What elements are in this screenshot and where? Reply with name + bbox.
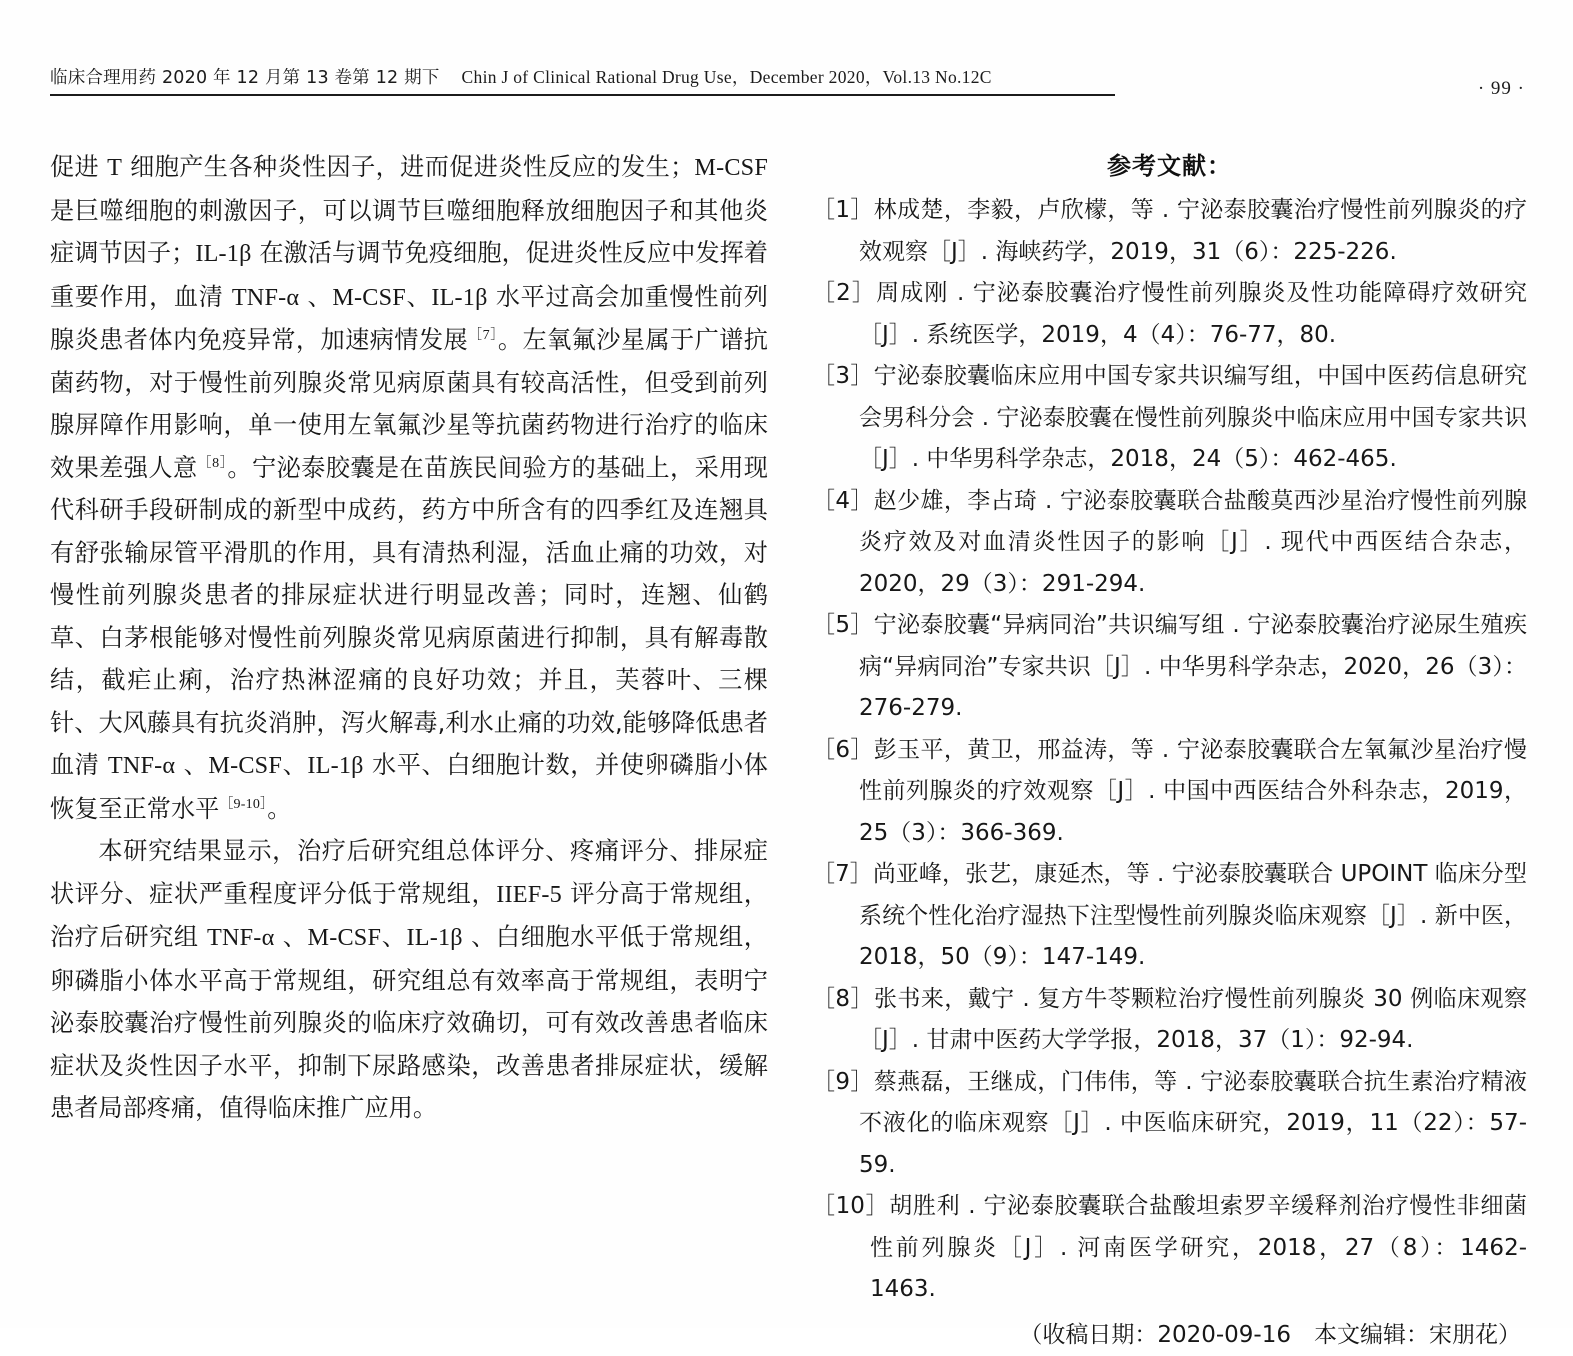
running-head-english: Chin J of Clinical Rational Drug Use，December 2020，Vol.13 No.12C: [462, 67, 992, 87]
references-heading: 参考文献：: [812, 146, 1527, 181]
reference-item: [812, 1186, 1527, 1311]
reference-item: [812, 481, 1527, 606]
reference-number: ［8］: [812, 986, 874, 1012]
reference-item: [812, 1062, 1527, 1187]
submission-footer: （收稿日期：2020-09-16 本文编辑：宋朋花）: [812, 1315, 1527, 1356]
reference-text: 尚亚峰，张艺，康延杰，等 . 宁泌泰胶囊联合 UPOINT 临床分型系统个性化治疗湿热下注型慢性前列腺炎临床观察［J］. 新中医，2018，50（9）：147-149.: [859, 861, 1527, 970]
reference-text: 张书来，戴宁 . 复方牛苓颗粒治疗慢性前列腺炎 30 例临床观察［J］. 甘肃中医药大学学报，2018，37（1）：92-94.: [859, 986, 1527, 1054]
reference-text: 宁泌泰胶囊“异病同治”共识编写组 . 宁泌泰胶囊治疗泌尿生殖疾病“异病同治”专家共识［J］. 中华男科学杂志，2020，26（3）：276-279.: [859, 612, 1527, 721]
paragraph-discussion-continued: 促进 T 细胞产生各种炎性因子，进而促进炎性反应的发生；M-CSF 是巨噬细胞的刺激因子，可以调节巨噬细胞释放细胞因子和其他炎症调节因子；IL-1β 在激活与调节免疫细胞，促进炎性反应中发挥着重要作用，血清 TNF-α 、M-CSF、IL-1β 水平过高会加重慢性前列腺炎患者体内免疫异常，加速病情发展$^{[7]}$。左氧氟沙星属于广谱抗菌药物，对于慢性前列腺炎常见病原菌具有较高活性，但受到前列腺屏障作用影响，单一使用左氧氟沙星等抗菌药物进行治疗的临床效果差强人意$^{[8]}$。宁泌泰胶囊是在苗族民间验方的基础上，采用现代科研手段研制成的新型中成药，药方中所含有的四季红及连翘具有舒张输尿管平滑肌的作用，具有清热利湿，活血止痛的功效，对慢性前列腺炎患者的排尿症状进行明显改善；同时，连翘、仙鹤草、白茅根能够对慢性前列腺炎常见病原菌进行抑制，具有解毒散结，截疟止痢，治疗热淋涩痛的良好功效；并且，芙蓉叶、三棵针、大风藤具有抗炎消肿，泻火解毒,利水止痛的功效,能够降低患者血清 TNF-α 、M-CSF、IL-1β 水平、白细胞计数，并使卵磷脂小体恢复至正常水平$^{[9-10]}$。: [50, 146, 768, 830]
running-head-rule: [50, 64, 1115, 96]
reference-item: [812, 854, 1527, 979]
reference-text: 林成楚，李毅，卢欣檬，等 . 宁泌泰胶囊治疗慢性前列腺炎的疗效观察［J］. 海峡药学，2019，31（6）：225-226.: [859, 197, 1527, 265]
reference-text: 周成刚 . 宁泌泰胶囊治疗慢性前列腺炎及性功能障碍疗效研究［J］. 系统医学，2019，4（4）：76-77，80.: [859, 280, 1527, 348]
reference-item: [812, 273, 1527, 356]
reference-item: [812, 356, 1527, 481]
reference-item: [812, 190, 1527, 273]
reference-number: ［7］: [812, 861, 873, 887]
reference-number: ［10］: [812, 1193, 889, 1219]
running-head: [50, 64, 1523, 114]
reference-number: ［3］: [812, 363, 874, 389]
reference-number: ［9］: [812, 1069, 874, 1095]
reference-item: [812, 605, 1527, 730]
running-head-chinese: 临床合理用药 2020 年 12 月第 13 卷第 12 期下: [50, 68, 440, 88]
right-column: [812, 146, 1527, 1356]
reference-item: [812, 730, 1527, 855]
paragraph-results-conclusion: 本研究结果显示，治疗后研究组总体评分、疼痛评分、排尿症状评分、症状严重程度评分低于常规组，IIEF-5 评分高于常规组，治疗后研究组 TNF-α 、M-CSF、IL-1β 、白细胞水平低于常规组，卵磷脂小体水平高于常规组，研究组总有效率高于常规组，表明宁泌泰胶囊治疗慢性前列腺炎的临床疗效确切，可有效改善患者临床症状及炎性因子水平，抑制下尿路感染，改善患者排尿症状，缓解患者局部疼痛，值得临床推广应用。: [50, 830, 768, 1130]
reference-number: ［6］: [812, 737, 874, 763]
reference-item: [812, 979, 1527, 1062]
reference-text: 彭玉平，黄卫，邢益涛，等 . 宁泌泰胶囊联合左氧氟沙星治疗慢性前列腺炎的疗效观察［J］. 中国中西医结合外科杂志，2019，25（3）：366-369.: [859, 737, 1527, 846]
reference-number: ［1］: [812, 197, 874, 223]
reference-number: ［2］: [812, 280, 876, 306]
reference-text: 宁泌泰胶囊临床应用中国专家共识编写组，中国中医药信息研究会男科分会 . 宁泌泰胶囊在慢性前列腺炎中临床应用中国专家共识［J］. 中华男科学杂志，2018，24（5）：462-465.: [859, 363, 1527, 472]
reference-number: ［5］: [812, 612, 874, 638]
reference-text: 胡胜利 . 宁泌泰胶囊联合盐酸坦索罗辛缓释剂治疗慢性非细菌性前列腺炎［J］. 河南医学研究，2018，27（8）：1462-1463.: [870, 1193, 1527, 1302]
reference-text: 赵少雄，李占琦 . 宁泌泰胶囊联合盐酸莫西沙星治疗慢性前列腺炎疗效及对血清炎性因子的影响［J］. 现代中西医结合杂志，2020，29（3）：291-294.: [859, 488, 1527, 597]
reference-text: 蔡燕磊，王继成，门伟伟，等 . 宁泌泰胶囊联合抗生素治疗精液不液化的临床观察［J］. 中医临床研究，2019，11（22）：57-59.: [859, 1069, 1527, 1178]
left-column: [50, 146, 768, 1130]
references-list: [812, 190, 1527, 1311]
page-number: · 99 ·: [1478, 78, 1525, 100]
reference-number: ［4］: [812, 488, 874, 514]
